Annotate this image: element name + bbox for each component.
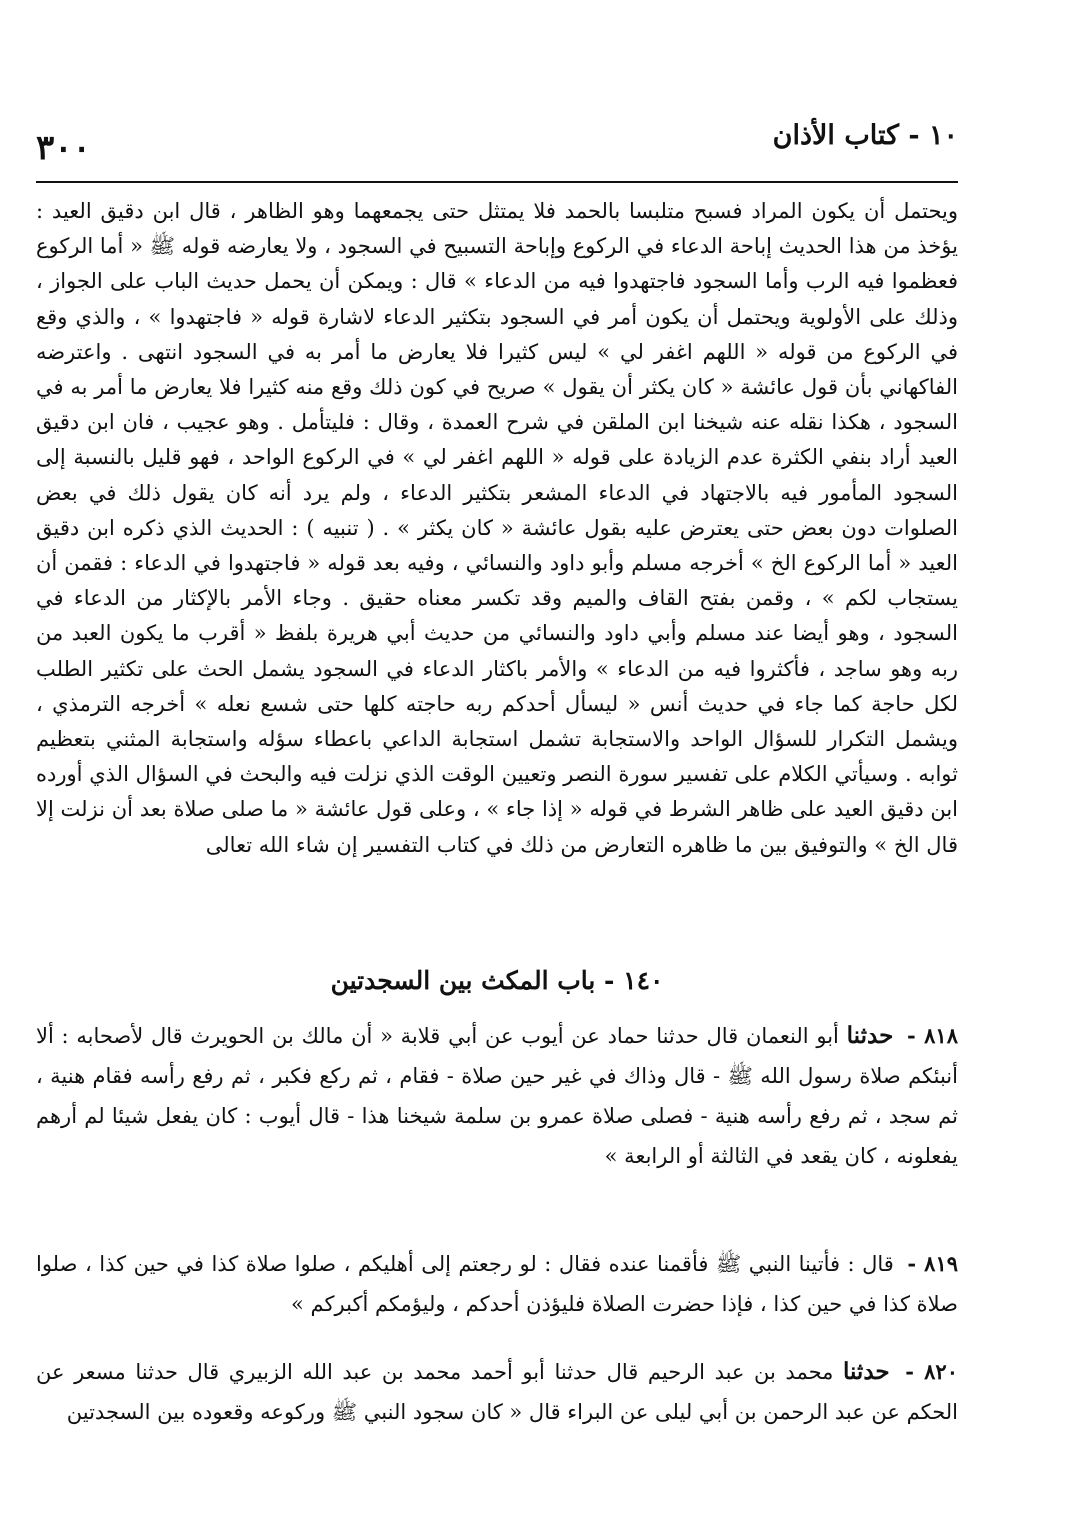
hadith-818 [36, 1016, 958, 1176]
hadith-number: ٨١٨ - [907, 1023, 958, 1048]
hadith-number: ٨١٩ - [907, 1251, 959, 1276]
hadith-opener: حدثنا [846, 1022, 894, 1049]
page-header [36, 112, 958, 180]
header-rule [36, 181, 958, 183]
commentary-paragraph: ويحتمل أن يكون المراد فسبح متلبسا بالحمد فلا يمتثل حتى يجمعهما وهو الظاهر ، قال ابن دقيق العيد : يؤخذ من هذا الحديث إباحة الدعاء في الركوع وإباحة التسبيح في السجود ، ولا يعارضه قوله ﷺ « أما الركوع فعظموا فيه الرب وأما السجود فاجتهدوا فيه من الدعاء » قال : ويمكن أن يحمل حديث الباب على الجواز ، وذلك على الأولوية ويحتمل أن يكون أمر في السجود بتكثير الدعاء لاشارة قوله « فاجتهدوا » ، والذي وقع في الركوع من قوله « اللهم اغفر لي » ليس كثيرا فلا يعارض ما أمر به في السجود انتهى . واعترضه الفاكهاني بأن قول عائشة « كان يكثر أن يقول » صريح في كون ذلك وقع منه كثيرا فلا يعارض ما أمر به في السجود ، هكذا نقله عنه شيخنا ابن الملقن في شرح العمدة ، وقال : فليتأمل . وهو عجيب ، فان ابن دقيق العيد أراد بنفي الكثرة عدم الزيادة على قوله « اللهم اغفر لي » في الركوع الواحد ، فهو قليل بالنسبة إلى السجود المأمور فيه بالاجتهاد في الدعاء المشعر بتكثير الدعاء ، ولم يرد أنه كان يقول ذلك في بعض الصلوات دون بعض حتى يعترض عليه بقول عائشة « كان يكثر » . ( تنبيه ) : الحديث الذي ذكره ابن دقيق العيد « أما الركوع الخ » أخرجه مسلم وأبو داود والنسائي ، وفيه بعد قوله « فاجتهدوا في الدعاء : فقمن أن يستجاب لكم » ، وقمن بفتح القاف والميم وقد تكسر معناه حقيق . وجاء الأمر بالإكثار من الدعاء في السجود ، وهو أيضا عند مسلم وأبي داود والنسائي من حديث أبي هريرة بلفظ « أقرب ما يكون العبد من ربه وهو ساجد ، فأكثروا فيه من الدعاء » والأمر باكثار الدعاء في السجود يشمل الحث على تكثير الطلب لكل حاجة كما جاء في حديث أنس « ليسأل أحدكم ربه حاجته كلها حتى شسع نعله » أخرجه الترمذي ، ويشمل التكرار للسؤال الواحد والاستجابة تشمل استجابة الداعي باعطاء سؤله واستجابة المثني بتعظيم ثوابه . وسيأتي الكلام على تفسير سورة النصر وتعيين الوقت الذي نزلت فيه والبحث في السؤال الذي أورده ابن دقيق العيد على ظاهر الشرط في قوله « إذا جاء » ، وعلى قول عائشة « ما صلى صلاة بعد أن نزلت إلا قال الخ » والتوفيق بين ما ظاهره التعارض من ذلك في كتاب التفسير إن شاء الله تعالى [36, 199, 959, 857]
hadith-number: ٨٢٠ - [905, 1359, 958, 1384]
page-number: ٣٠٠ [36, 128, 91, 168]
running-title: ١٠ - كتاب الأذان [772, 120, 958, 151]
hadith-text: محمد بن عبد الرحيم قال حدثنا أبو أحمد محمد بن عبد الله الزبيري قال حدثنا مسعر عن الحكم عن عبد الرحمن بن أبي ليلى عن البراء قال « كان سجود النبي ﷺ وركوعه وقعوده بين السجدتين [36, 1360, 958, 1424]
hadith-opener: حدثنا [842, 1358, 890, 1385]
bab-heading: ١٤٠ - باب المكث بين السجدتين [330, 966, 664, 995]
commentary-block [36, 194, 958, 863]
hadith-text: قال : فأتينا النبي ﷺ فأقمنا عنده فقال : لو رجعتم إلى أهليكم ، صلوا صلاة كذا في حين كذا ، صلوا صلاة كذا في حين كذا ، فإذا حضرت الصلاة فليؤذن أحدكم ، وليؤمكم أكبركم » [36, 1252, 958, 1316]
hadith-820 [36, 1352, 958, 1432]
hadith-819 [36, 1244, 958, 1324]
hadith-text: أبو النعمان قال حدثنا حماد عن أيوب عن أبي قلابة « أن مالك بن الحويرث قال لأصحابه : ألا أنبئكم صلاة رسول الله ﷺ - قال وذاك في غير حين صلاة - فقام ، ثم ركع فكبر ، ثم رفع رأسه فقام هنية ، ثم سجد ، ثم رفع رأسه هنية - فصلى صلاة عمرو بن سلمة شيخنا هذا - قال أيوب : كان يفعل شيئا لم أرهم يفعلونه ، كان يقعد في الثالثة أو الرابعة » [36, 1024, 958, 1168]
